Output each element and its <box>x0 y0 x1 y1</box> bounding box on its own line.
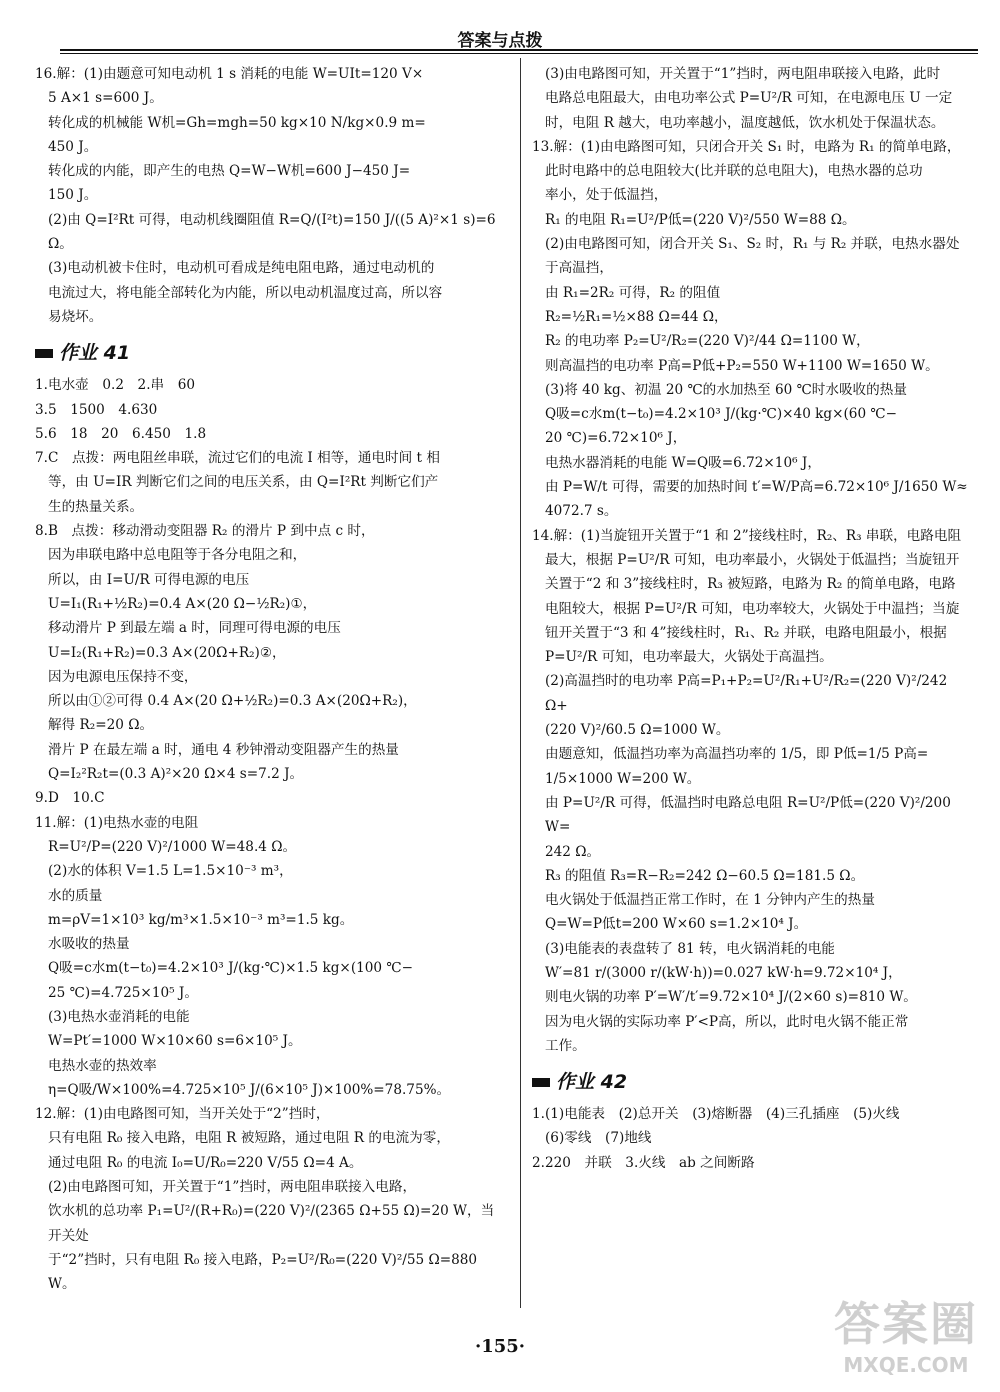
answer-line: W′=81 r/(3000 r/(kW·h))=0.027 kW·h=9.72×10⁴ J， <box>545 964 902 981</box>
answer-line: R₂=½R₁=½×88 Ω=44 Ω， <box>545 308 728 325</box>
answer-line: (3)电热水壶消耗的电能 <box>48 1008 190 1025</box>
answer-line: (2)高温挡时的电功率 P高=P₁+P₂=U²/R₁+U²/R₂=(220 V)²/242 Ω+ <box>545 673 952 714</box>
answer-line: Q吸=c水m(t−t₀)=4.2×10³ J/(kg·℃)×40 kg×(60 ℃− <box>545 406 898 423</box>
answer-line: 14.解：(1)当旋钮开关置于“1 和 2”接线柱时，R₂、R₃ 串联，电路电阻 <box>532 527 962 544</box>
answer-line: 7.C 点拨：两电阻丝串联，流过它们的电流 I 相等，通电时间 t 相 <box>35 450 440 467</box>
answer-line: (3)电动机被卡住时，电动机可看成是纯电阻电路，通过电动机的 <box>48 260 435 277</box>
answer-line: R₂ 的电功率 P₂=U²/R₂=(220 V)²/44 Ω=1100 W， <box>545 333 870 350</box>
answer-line: 12.解：(1)由电路图可知，当开关处于“2”挡时， <box>35 1106 330 1123</box>
answer-line: 所以，由 I=U/R 可得电源的电压 <box>48 571 250 588</box>
heading-text: 作业 41 <box>59 342 131 365</box>
answer-line: 水吸收的热量 <box>48 936 130 953</box>
answer-line: 由题意知，低温挡功率为高温挡功率的 1/5，即 P低=1/5 P高= <box>545 746 929 763</box>
answer-line: 电火锅处于低温挡正常工作时，在 1 分钟内产生的热量 <box>545 892 875 909</box>
answer-line: (220 V)²/60.5 Ω=1000 W。 <box>545 722 730 739</box>
answer-line: 8.B 点拨：移动滑动变阻器 R₂ 的滑片 P 到中点 c 时， <box>35 523 375 540</box>
answer-line: R₁ 的电阻 R₁=U²/P低=(220 V)²/550 W=88 Ω。 <box>545 211 856 228</box>
answer-line: 转化成的内能，即产生的电热 Q=W−W机=600 J−450 J= <box>48 163 411 180</box>
answer-line: 则电火锅的功率 P′=W′/t′=9.72×10⁴ J/(2×60 s)=810 W。 <box>545 989 917 1006</box>
answer-line: 钮开关置于“3 和 4”接线柱时，R₁、R₂ 并联，电路电阻最小，根据 <box>545 624 947 641</box>
answer-line: 关置于“2 和 3”接线柱时，R₃ 被短路，电路为 R₂ 的简单电路，电路 <box>545 576 956 593</box>
answer-line: 因为电火锅的实际功率 P′<P高，所以，此时电火锅不能正常 <box>545 1013 909 1030</box>
answer-line: 电路总电阻最大，由电功率公式 P=U²/R 可知，在电源电压 U 一定 <box>545 90 953 107</box>
answer-line: 则高温挡的电功率 P高=P低+P₂=550 W+1100 W=1650 W。 <box>545 357 939 374</box>
answer-line: W=Pt′=1000 W×10×60 s=6×10⁵ J。 <box>48 1033 302 1050</box>
answer-line: 16.解：(1)由题意可知电动机 1 s 消耗的电能 W=UIt=120 V× <box>35 66 424 82</box>
answer-line: Q=W=P低t=200 W×60 s=1.2×10⁴ J。 <box>545 916 808 933</box>
answer-line: 易烧坏。 <box>48 308 103 325</box>
answer-line: 最大，根据 P=U²/R 可知，电功率最小，火锅处于低温挡；当旋钮开 <box>545 551 960 568</box>
answer-line: 只有电阻 R₀ 接入电路，电阻 R 被短路，通过电阻 R 的电流为零， <box>48 1130 450 1147</box>
answer-line: (2)由电路图可知，开关置于“1”挡时，两电阻串联接入电路， <box>48 1179 417 1196</box>
left-column <box>35 62 501 1297</box>
answer-line: 450 J。 <box>48 138 98 155</box>
answer-line: 工作。 <box>545 1037 586 1054</box>
answer-line: 1/5×1000 W=200 W。 <box>545 770 701 787</box>
answer-line: 时，电阻 R 越大，电功率越小，温度越低，饮水机处于保温状态。 <box>545 114 945 131</box>
answer-line: 等，由 U=IR 判断它们之间的电压关系，由 Q=I²Rt 判断它们产 <box>48 474 439 491</box>
header-title: 答案与点拨 <box>457 31 543 51</box>
answer-line: (3)由电路图可知，开关置于“1”挡时，两电阻串联接入电路，此时 <box>545 66 941 82</box>
answer-line: 因为串联电路中总电阻等于各分电阻之和， <box>48 547 307 564</box>
answer-line: 由 R₁=2R₂ 可得，R₂ 的阻值 <box>545 284 721 301</box>
answer-line: 电流过大，将电能全部转化为内能，所以电动机温度过高，所以容 <box>48 284 443 301</box>
answer-line: (3)电能表的表盘转了 81 转，电火锅消耗的电能 <box>545 940 835 957</box>
answer-line: 此时电路中的总电阻较大(比并联的总电阻大)，电热水器的总功 <box>545 163 923 180</box>
answer-line: 由 P=U²/R 可得，低温挡时电路总电阻 R=U²/P低=(220 V)²/200 W= <box>545 794 956 836</box>
answer-line: 1.(1)电能表 (2)总开关 (3)熔断器 (4)三孔插座 (5)火线 <box>532 1106 900 1123</box>
answer-line: R₃ 的阻值 R₃=R−R₂=242 Ω−60.5 Ω=181.5 Ω。 <box>545 867 865 884</box>
answer-line: 5 A×1 s=600 J。 <box>48 90 163 107</box>
answer-line: 20 ℃)=6.72×10⁶ J， <box>545 430 687 447</box>
answer-line: 于高温挡， <box>545 260 613 277</box>
answer-line: 饮水机的总功率 P₁=U²/(R+R₀)=(220 V)²/(2365 Ω+55 Ω)=20 W，当开关处 <box>48 1203 495 1244</box>
answer-line: 5.6 18 20 6.450 1.8 <box>35 425 207 442</box>
answer-line: 移动滑片 P 到最左端 a 时，同理可得电源的电压 <box>48 620 341 637</box>
answer-line: U=I₁(R₁+½R₂)=0.4 A×(20 Ω−½R₂)①， <box>48 595 317 612</box>
answer-line: 生的热量关系。 <box>48 498 144 515</box>
heading-marker-icon <box>35 349 53 358</box>
answer-line: 13.解：(1)由电路图可知，只闭合开关 S₁ 时，电路为 R₁ 的简单电路， <box>532 138 961 155</box>
answer-line: m=ρV=1×10³ kg/m³×1.5×10⁻³ m³=1.5 kg。 <box>48 911 354 928</box>
answer-line: 通过电阻 R₀ 的电流 I₀=U/R₀=220 V/55 Ω=4 A。 <box>48 1154 363 1171</box>
answer-line: U=I₂(R₁+R₂)=0.3 A×(20Ω+R₂)②， <box>48 644 286 661</box>
answer-line: 25 ℃)=4.725×10⁵ J。 <box>48 984 198 1001</box>
homework-heading <box>35 339 501 367</box>
answer-line: R=U²/P=(220 V)²/1000 W=48.4 Ω。 <box>48 838 297 855</box>
answer-line: (2)由 Q=I²Rt 可得，电动机线圈阻值 R=Q/(I²t)=150 J/((5 A)²×1 s)=6 Ω。 <box>48 211 500 253</box>
answer-line: 1.电水壶 0.2 2.串 60 <box>35 377 196 394</box>
answer-line: 242 Ω。 <box>545 843 601 860</box>
answer-line: (6)零线 (7)地线 <box>545 1130 652 1147</box>
answer-line: (2)水的体积 V=1.5 L=1.5×10⁻³ m³， <box>48 863 293 880</box>
answer-line: 由 P=W/t 可得，需要的加热时间 t′=W/P高=6.72×10⁶ J/1650 W≈ <box>545 479 968 496</box>
answer-line: 转化成的机械能 W机=Gh=mgh=50 kg×10 N/kg×0.9 m= <box>48 114 426 131</box>
answer-line: 150 J。 <box>48 187 98 204</box>
answer-line: 因为电源电压保持不变， <box>48 668 198 685</box>
answer-line: 电热水壶的热效率 <box>48 1057 157 1074</box>
answer-line: 水的质量 <box>48 887 103 904</box>
answer-line: Q=I₂²R₂t=(0.3 A)²×20 Ω×4 s=7.2 J。 <box>48 766 304 783</box>
heading-marker-icon <box>532 1078 550 1087</box>
answer-line: (2)由电路图可知，闭合开关 S₁、S₂ 时，R₁ 与 R₂ 并联，电热水器处 <box>545 236 960 253</box>
right-column <box>532 62 972 1175</box>
answer-line: 电热水器消耗的电能 W=Q吸=6.72×10⁶ J， <box>545 454 821 471</box>
answer-line: 4072.7 s。 <box>545 503 618 520</box>
answer-line: P=U²/R 可知，电功率最大，火锅处于高温挡。 <box>545 649 833 666</box>
answer-line: 于“2”挡时，只有电阻 R₀ 接入电路，P₂=U²/R₀=(220 V)²/55 Ω=880 W。 <box>48 1251 482 1293</box>
heading-text: 作业 42 <box>556 1071 628 1094</box>
page-number: ·155· <box>474 1336 526 1357</box>
answer-line: 所以由①②可得 0.4 A×(20 Ω+½R₂)=0.3 A×(20Ω+R₂)， <box>48 693 417 710</box>
header-rule-thin <box>60 53 978 54</box>
answer-line: 11.解：(1)电热水壶的电阻 <box>35 814 199 831</box>
answer-line: 3.5 1500 4.630 <box>35 401 158 418</box>
column-divider <box>520 58 521 1308</box>
answer-line: 解得 R₂=20 Ω。 <box>48 717 154 734</box>
answer-line: η=Q吸/W×100%=4.725×10⁵ J/(6×10⁵ J)×100%=78.75%。 <box>48 1081 451 1098</box>
page-header <box>0 0 1000 52</box>
answer-line: Q吸=c水m(t−t₀)=4.2×10³ J/(kg·℃)×1.5 kg×(100 ℃− <box>48 960 413 977</box>
header-rule <box>60 49 978 51</box>
answer-line: 率小，处于低温挡， <box>545 187 668 204</box>
watermark-logo: 答案圈 <box>834 1297 978 1351</box>
homework-heading <box>532 1068 972 1096</box>
watermark-url: MXQE.COM <box>843 1353 969 1377</box>
watermark <box>822 1295 990 1383</box>
answer-line: 9.D 10.C <box>35 790 105 807</box>
answer-line: (3)将 40 kg、初温 20 ℃的水加热至 60 ℃时水吸收的热量 <box>545 381 907 398</box>
answer-line: 滑片 P 在最左端 a 时，通电 4 秒钟滑动变阻器产生的热量 <box>48 741 399 758</box>
answer-line: 2.220 并联 3.火线 ab 之间断路 <box>532 1154 755 1171</box>
answer-line: 电阻较大，根据 P=U²/R 可知，电功率较大，火锅处于中温挡；当旋 <box>545 600 960 617</box>
